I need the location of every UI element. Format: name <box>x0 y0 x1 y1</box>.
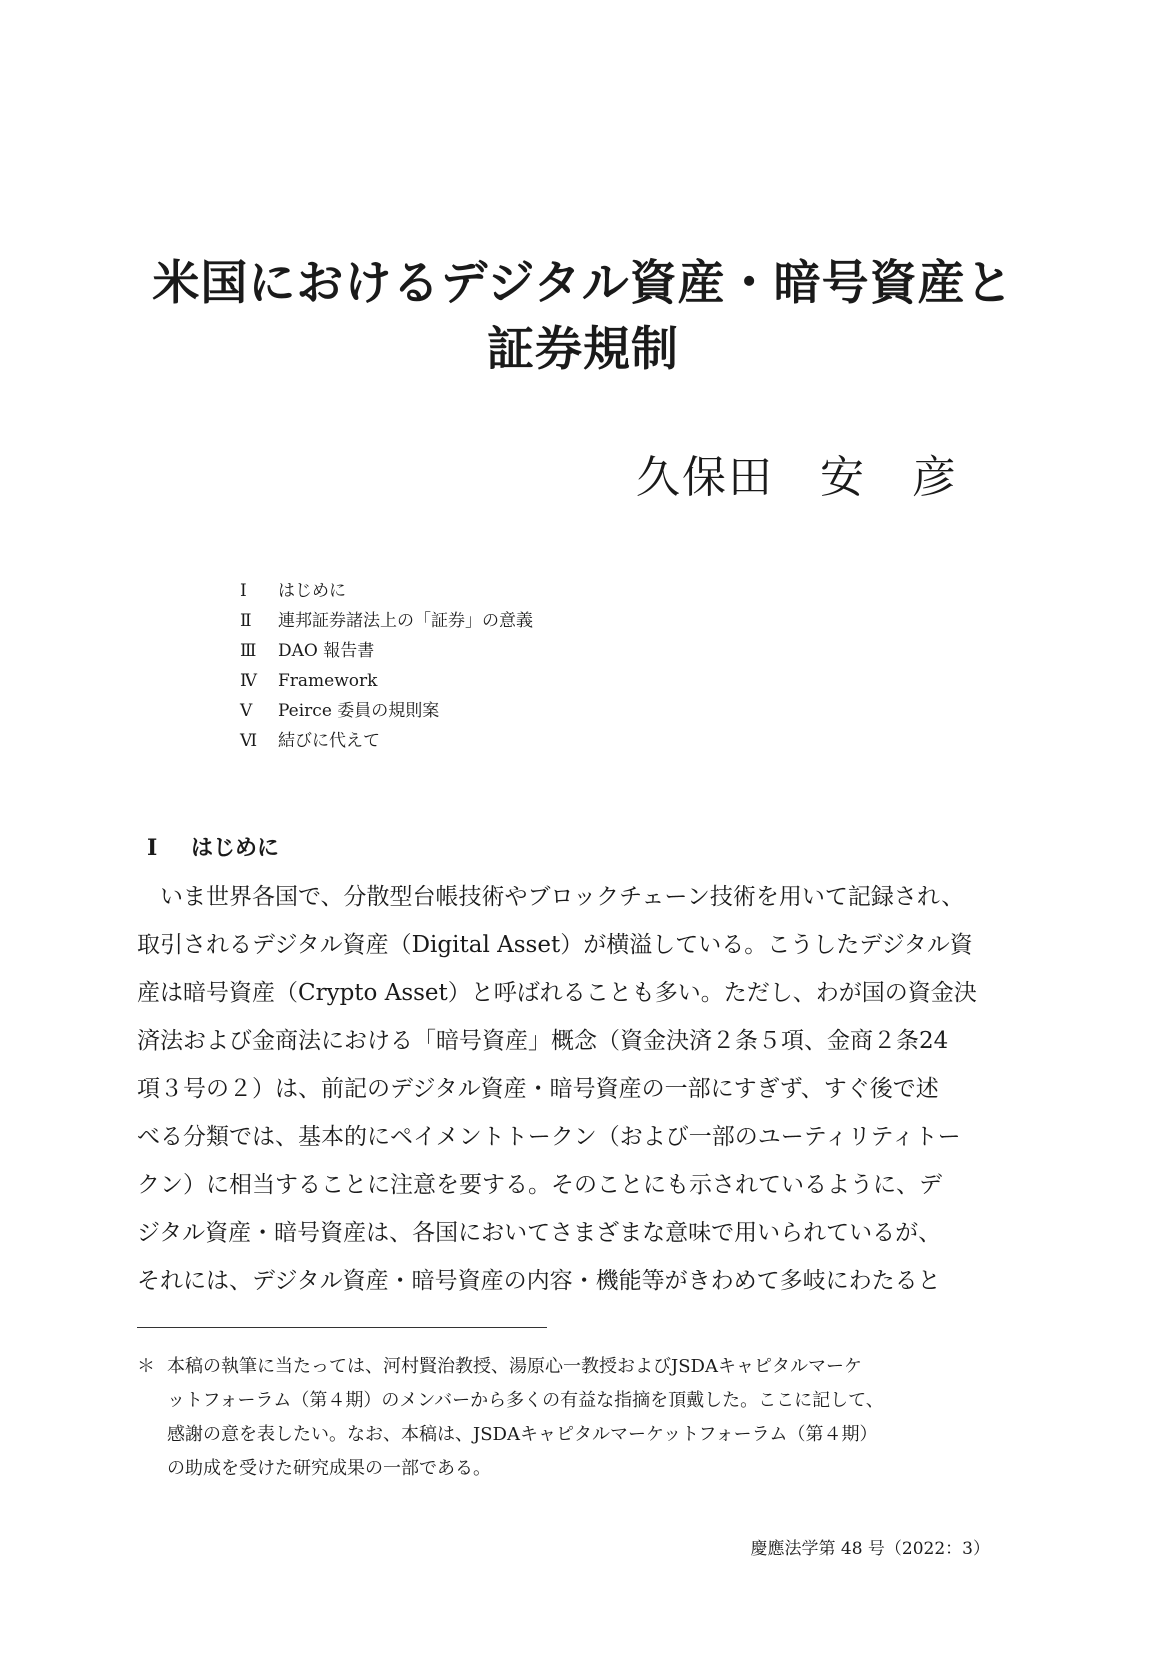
toc-item <box>240 666 533 696</box>
toc-item-label: Framework <box>278 671 378 691</box>
section-number: Ⅰ <box>147 835 158 862</box>
body-line: 項３号の２）は、前記のデジタル資産・暗号資産の一部にすぎず、すぐ後で述 <box>137 1076 939 1102</box>
table-of-contents <box>240 576 533 756</box>
toc-item-label: DAO 報告書 <box>278 641 375 661</box>
body-line: いま世界各国で、分散型台帳技術やブロックチェーン技術を用いて記録され、 <box>160 884 965 910</box>
toc-item-number: Ⅵ <box>240 731 258 751</box>
title-line-1: 米国におけるデジタル資産・暗号資産と <box>152 256 1014 312</box>
toc-item <box>240 636 533 666</box>
body-paragraph <box>137 873 1037 1305</box>
footnote <box>137 1350 1037 1486</box>
toc-item-number: Ⅲ <box>240 641 257 661</box>
body-line: クン）に相当することに注意を要する。そのことにも示されているように、デ <box>137 1172 942 1198</box>
toc-item-number: Ⅱ <box>240 611 252 631</box>
body-line: べる分類では、基本的にペイメントトークン（および一部のユーティリティトー <box>137 1124 961 1150</box>
toc-item-number: Ⅴ <box>240 701 253 721</box>
section-heading <box>147 833 279 863</box>
toc-item-label: Peirce 委員の規則案 <box>278 701 440 721</box>
footnote-line: 本稿の執筆に当たっては、河村賢治教授、湯原心一教授およびJSDAキャピタルマーケ <box>167 1356 862 1377</box>
toc-item-label: はじめに <box>278 581 346 601</box>
toc-item <box>240 576 533 606</box>
toc-item <box>240 726 533 756</box>
toc-item-label: 連邦証券諸法上の「証券」の意義 <box>278 611 533 631</box>
toc-item-number: Ⅳ <box>240 671 257 691</box>
journal-citation: 慶應法学第 48 号（2022：3） <box>750 1539 990 1559</box>
author-name: 久保田 安 彦 <box>636 452 958 503</box>
footnote-divider <box>137 1327 547 1328</box>
body-line: 取引されるデジタル資産（Digital Asset）が横溢している。こうしたデジタル資 <box>137 932 973 958</box>
body-line: 済法および金商法における「暗号資産」概念（資金決済２条５項、金商２条24 <box>137 1028 949 1054</box>
footnote-line: 感謝の意を表したい。なお、本稿は、JSDAキャピタルマーケットフォーラム（第４期） <box>167 1424 878 1445</box>
footnote-mark: ＊ <box>137 1356 155 1377</box>
title-line-2: 証券規制 <box>487 322 679 378</box>
body-line: ジタル資産・暗号資産は、各国においてさまざまな意味で用いられているが、 <box>137 1220 942 1246</box>
toc-item <box>240 696 533 726</box>
section-title: はじめに <box>191 835 280 862</box>
footnote-line: の助成を受けた研究成果の一部である。 <box>167 1458 491 1479</box>
toc-item-label: 結びに代えて <box>278 731 380 751</box>
footnote-line: ットフォーラム（第４期）のメンバーから多くの有益な指摘を頂戴した。ここに記して、 <box>167 1390 884 1411</box>
toc-item-number: Ⅰ <box>240 581 247 601</box>
body-line: 産は暗号資産（Crypto Asset）と呼ばれることも多い。ただし、わが国の資金決 <box>137 980 977 1006</box>
body-line: それには、デジタル資産・暗号資産の内容・機能等がきわめて多岐にわたると <box>137 1268 941 1294</box>
article-title <box>0 251 1166 383</box>
toc-item <box>240 606 533 636</box>
